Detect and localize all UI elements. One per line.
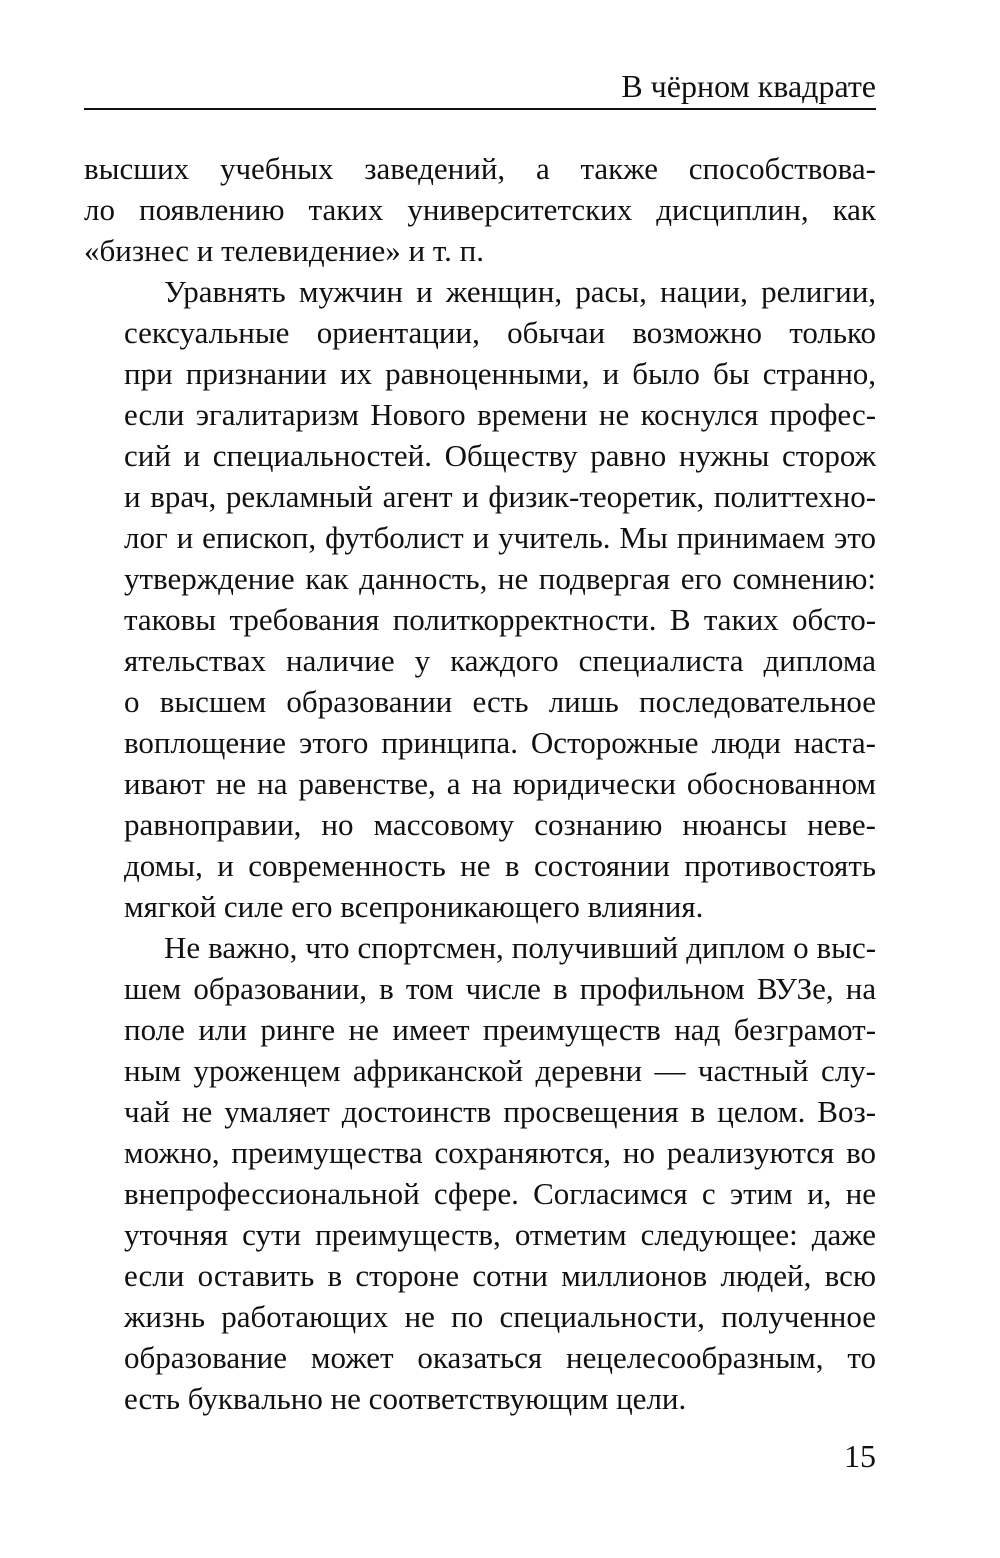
text-line: ным уроженцем африканской деревни — частный слу-	[124, 1053, 877, 1088]
text-line: утверждение как данность, не подвергая его сомнению:	[124, 561, 877, 596]
text-line: воплощение этого принципа. Осторожные люди наста-	[124, 725, 877, 760]
paragraph-3	[84, 927, 876, 1419]
text-line: лог и епископ, футболист и учитель. Мы принимаем это	[124, 520, 876, 555]
text-line: внепрофессиональной сфере. Согласимся с этим и, не	[124, 1176, 876, 1211]
text-line: жизнь работающих не по специальности, полученное	[124, 1299, 877, 1334]
text-line: высших учебных заведений, а также способствова-	[84, 151, 876, 186]
text-line: таковы требования политкорректности. В таких обсто-	[124, 602, 877, 637]
text-line: ивают не на равенстве, а на юридически обоснованном	[124, 766, 876, 801]
text-line: Уравнять мужчин и женщин, расы, нации, религии,	[164, 274, 877, 309]
text-line: о высшем образовании есть лишь последовательное	[124, 684, 877, 719]
text-line: поле или ринге не имеет преимуществ над безграмот-	[124, 1012, 877, 1047]
text-line: при признании их равноценными, и было бы странно,	[124, 356, 877, 391]
text-line: сексуальные ориентации, обычаи возможно только	[124, 315, 877, 350]
text-line: уточняя сути преимуществ, отметим следующее: даже	[124, 1217, 877, 1252]
text-line: если эгалитаризм Нового времени не коснулся профес-	[124, 397, 877, 432]
paragraph-1	[84, 148, 876, 271]
body-text	[84, 148, 876, 1419]
text-line: есть буквально не соответствующим цели.	[124, 1381, 687, 1416]
text-line: можно, преимущества сохраняются, но реализуются во	[124, 1135, 877, 1170]
text-line: мягкой силе его всепроникающего влияния.	[124, 889, 704, 924]
paragraph-2	[84, 271, 876, 927]
text-line: образование может оказаться нецелесообразным, то	[124, 1340, 877, 1375]
text-line: и врач, рекламный агент и физик-теоретик, политтехно-	[124, 479, 877, 514]
text-line: ятельствах наличие у каждого специалиста диплома	[124, 643, 876, 678]
text-line: сий и специальностей. Обществу равно нужны сторож	[124, 438, 877, 473]
text-line: чай не умаляет достоинств просвещения в целом. Воз-	[124, 1094, 877, 1129]
text-line: домы, и современность не в состоянии противостоять	[124, 848, 877, 883]
text-line: Не важно, что спортсмен, получивший диплом о выс-	[164, 930, 877, 965]
running-title: В чёрном квадрате	[621, 68, 876, 104]
text-line: шем образовании, в том числе в профильном ВУЗе, на	[124, 971, 877, 1006]
text-line: равноправии, но массовому сознанию нюансы неве-	[124, 807, 876, 842]
page-number: 15	[844, 1438, 876, 1474]
running-head	[84, 64, 876, 110]
text-line: «бизнес и телевидение» и т. п.	[84, 233, 484, 268]
text-line: ло появлению таких университетских дисциплин, как	[84, 192, 876, 227]
text-line: если оставить в стороне сотни миллионов людей, всю	[124, 1258, 876, 1293]
